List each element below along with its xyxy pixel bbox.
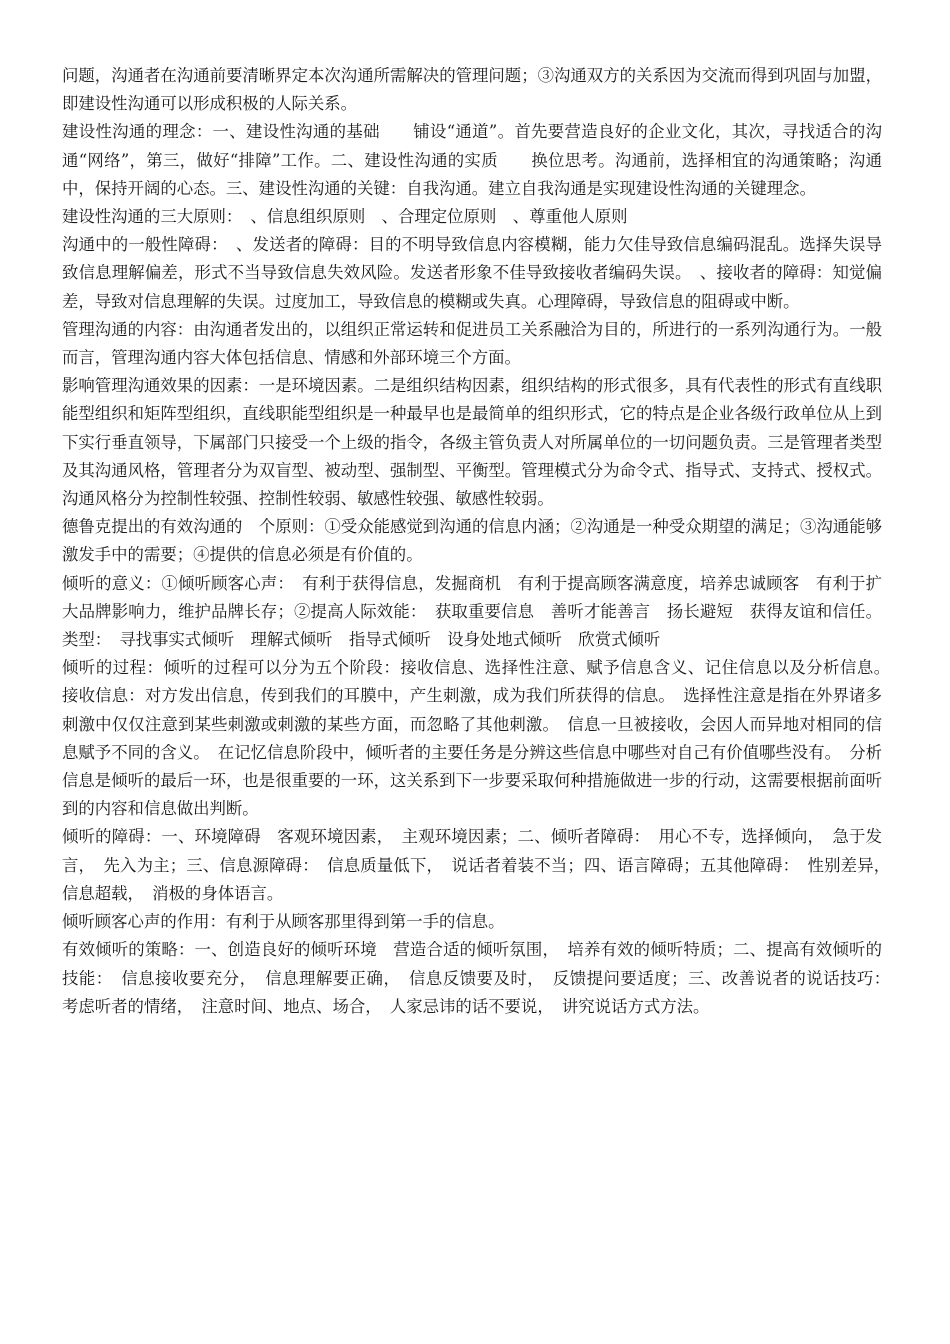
document-body [62,62,899,1021]
paragraph-communication-goals: 问题，沟通者在沟通前要清晰界定本次沟通所需解决的管理问题；③沟通双方的关系因为交流而得到巩固与加盟，即建设性沟通可以形成积极的人际关系。 [62,66,882,114]
paragraph-listening-process: 倾听的过程：倾听的过程可以分为五个阶段：接收信息、选择性注意、赋予信息含义、记住信息以及分析信息。 接收信息：对方发出信息，传到我们的耳膜中，产生刺激，成为我们所获得的信息。 选择性注意是指在外界诸多刺激中仅仅注意到某些刺激或刺激的某些方面，而忽略了其他刺激。 信息一旦被接收，会因人而异地对相同的信息赋予不同的含义。 在记忆信息阶段中，倾听者的主要任务是分辨这些信息中哪些对自己有价值哪些没有。 分析信息是倾听的最后一环，也是很重要的一环，这关系到下一步要采取何种措施做进一步的行动，这需要根据前面听到的内容和信息做出判断。 [62,658,899,819]
paragraph-listening-meaning: 倾听的意义：①倾听顾客心声： 有利于获得信息，发掘商机 有利于提高顾客满意度，培养忠诚顾客 有利于扩大品牌影响力，维护品牌长存；②提高人际效能： 获取重要信息 善听才能善言 扬长避短 获得友谊和信任。类型： 寻找事实式倾听 理解式倾听 指导式倾听 设身处地式倾听 欣赏式倾听 [62,573,882,650]
paragraph-management-content: 管理沟通的内容：由沟通者发出的，以组织正常运转和促进员工关系融洽为目的，所进行的一系列沟通行为。一般而言，管理沟通内容大体包括信息、情感和外部环境三个方面。 [62,319,882,368]
paragraph-three-principles: 建设性沟通的三大原则： 、信息组织原则 、合理定位原则 、尊重他人原则 [62,207,628,227]
paragraph-effective-strategies: 有效倾听的策略：一、创造良好的倾听环境 营造合适的倾听氛围， 培养有效的倾听特质；二、提高有效倾听的技能： 信息接收要充分， 信息理解要正确， 信息反馈要及时， 反馈提问要适度；三、改善说者的说话技巧： 考虑听者的情绪， 注意时间、地点、场合， 人家忌讳的话不要说， 讲究说话方式方法。 [62,940,899,1016]
paragraph-general-barriers: 沟通中的一般性障碍： 、发送者的障碍：目的不明导致信息内容模糊，能力欠佳导致信息编码混乱。选择失误导致信息理解偏差，形式不当导致信息失效风险。发送者形象不佳导致接收者编码失误。 、接收者的障碍：知觉偏差，导致对信息理解的失误。过度加工，导致信息的模糊或失真。心理障碍，导致信息的阻碍或中断。 [62,235,882,311]
paragraph-drucker-principles: 德鲁克提出的有效沟通的 个原则：①受众能感觉到沟通的信息内涵；②沟通是一种受众期望的满足；③沟通能够激发手中的需要；④提供的信息必须是有价值的。 [62,517,882,565]
paragraph-influencing-factors: 影响管理沟通效果的因素：一是环境因素。二是组织结构因素，组织结构的形式很多，具有代表性的形式有直线职能型组织和矩阵型组织，直线职能型组织是一种最早也是最简单的组织形式，它的特点是企业各级行政单位从上到下实行垂直领导，下属部门只接受一个上级的指令，各级主管负责人对所属单位的一切问题负责。三是管理者类型及其沟通风格，管理者分为双盲型、被动型、强制型、平衡型。管理模式分为命令式、指导式、支持式、授权式。沟通风格分为控制性较强、控制性较弱、敏感性较强、敏感性较弱。 [62,376,882,509]
paragraph-listening-barriers: 倾听的障碍：一、环境障碍 客观环境因素， 主观环境因素；二、倾听者障碍： 用心不专，选择倾向， 急于发言， 先入为主；三、信息源障碍： 信息质量低下， 说话者着装不当；四、语言障碍；五其他障碍： 性别差异， 信息超载， 消极的身体语言。 [62,827,899,903]
paragraph-constructive-concept: 建设性沟通的理念：一、建设性沟通的基础 铺设“通道”。首先要营造良好的企业文化，其次，寻找适合的沟通“网络”，第三，做好“排障”工作。二、建设性沟通的实质 换位思考。沟通前，选择相宜的沟通策略；沟通中，保持开阔的心态。三、建设性沟通的关键：自我沟通。建立自我沟通是实现建设性沟通的关键理念。 [62,122,882,198]
paragraph-customer-voice: 倾听顾客心声的作用：有利于从顾客那里得到第一手的信息。 [62,912,505,932]
